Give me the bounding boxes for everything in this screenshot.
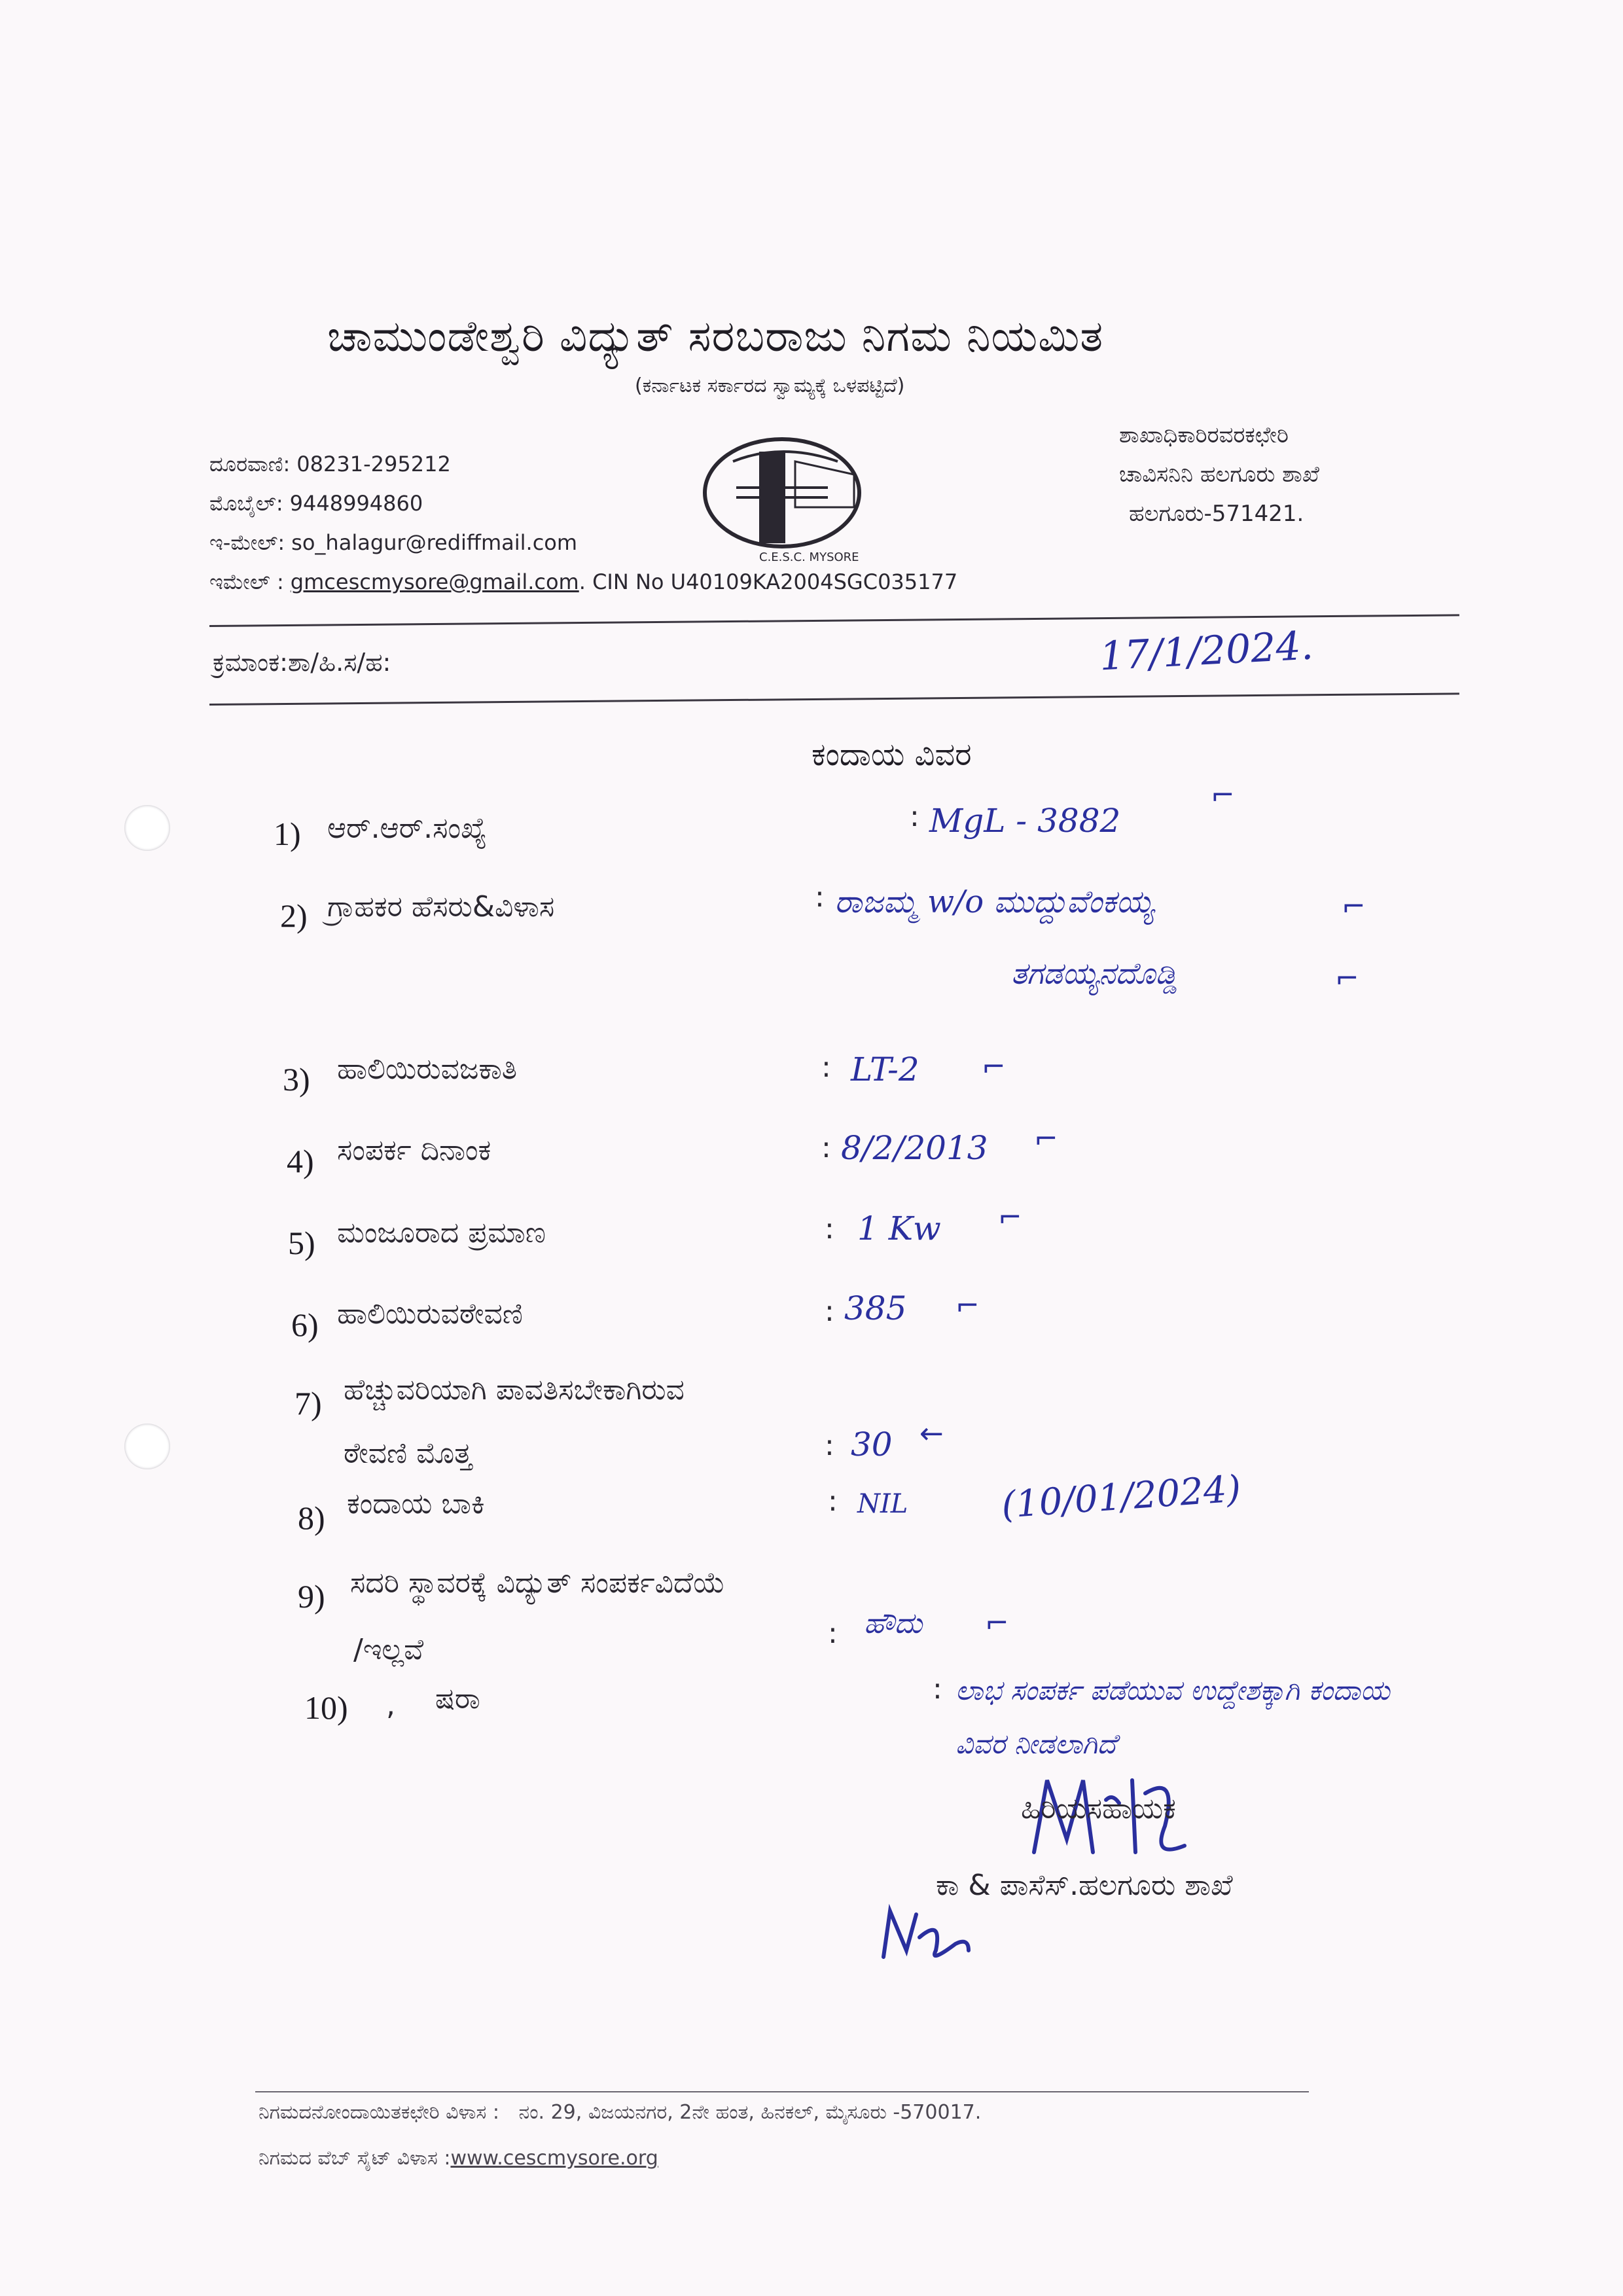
signatory-designation: ಹಿರಿಯಸಹಾಯಕ: [1021, 1792, 1176, 1825]
contact-phone: [209, 452, 451, 477]
item-1-number: 1): [274, 816, 301, 852]
item-7-value: 30: [851, 1426, 893, 1463]
contact-phone-value: 08231-295212: [296, 452, 451, 476]
contact-mobile-value: 9448994860: [289, 491, 423, 516]
contact-phone-label: ದೂರವಾಣಿ:: [209, 452, 291, 476]
cesc-logo: [697, 416, 893, 566]
item-9-label-line2: /ಇಲ್ಲವೆ: [353, 1633, 424, 1666]
item-1-label: ಆರ್.ಆರ್.ಸಂಖ್ಯೆ: [327, 812, 487, 845]
item-9-number: 9): [298, 1578, 325, 1615]
item-5-number: 5): [288, 1225, 315, 1261]
item-8-value-date: (10/01/2024): [1000, 1467, 1243, 1527]
item-3-number: 3): [283, 1061, 310, 1098]
footer-website-label: ನಿಗಮದ ವೆಬ್ ಸೈಟ್ ವಿಳಾಸ :: [259, 2147, 451, 2170]
contact-email2-value[interactable]: gmcescmysore@gmail.com: [290, 569, 579, 594]
item-3-colon: :: [821, 1050, 831, 1084]
footer-address-label: ನಿಗಮದನೋಂದಾಯಿತಕಛೇರಿ ವಿಳಾಸ :: [259, 2101, 499, 2124]
item-7-label: ಹೆಚ್ಚುವರಿಯಾಗಿ ಪಾವತಿಸಬೇಕಾಗಿರುವ: [344, 1373, 685, 1407]
org-title: ಚಾಮುಂಡೇಶ್ವರಿ ವಿದ್ಯುತ್ ಸರಬರಾಜು ನಿಗಮ ನಿಯಮಿತ: [327, 311, 1104, 361]
signatory-branch: ಕಾ & ಪಾಸೆಸ್.ಹಲಗೂರು ಶಾಖೆ: [936, 1869, 1233, 1902]
arrow-mark-icon: ←: [919, 1417, 944, 1450]
item-2-label: ಗ್ರಾಹಕರ ಹೆಸರು&ವಿಳಾಸ: [327, 890, 555, 924]
check-mark-icon: ⌐: [982, 1050, 1006, 1084]
reference-bottom-rule: [209, 692, 1459, 706]
item-4-colon: :: [821, 1131, 831, 1164]
contact-email: [209, 530, 577, 556]
item-7-number: 7): [294, 1385, 322, 1422]
check-mark-icon: ⌐: [998, 1201, 1022, 1234]
section-title: ಕಂದಾಯ ವಿವರ: [812, 736, 972, 773]
item-4-value: 8/2/2013: [841, 1129, 988, 1167]
punch-hole-top: [124, 805, 170, 851]
contact-email2-label: ಇಮೇಲ್ :: [209, 569, 284, 594]
item-7-colon: :: [825, 1429, 834, 1462]
contact-mobile: [209, 491, 423, 516]
item-8-value: NIL: [857, 1489, 908, 1519]
footer-website: [259, 2147, 658, 2170]
item-5-value: 1 Kw: [857, 1210, 941, 1247]
item-3-label: ಹಾಲಿಯಿರುವಜಕಾತಿ: [337, 1052, 518, 1086]
item-8-colon: :: [828, 1484, 838, 1518]
item-2-colon: :: [815, 880, 825, 914]
item-8-number: 8): [298, 1499, 325, 1536]
item-10-number: 10): [304, 1689, 348, 1726]
check-mark-icon: ⌐: [985, 1607, 1009, 1640]
check-mark-icon: ⌐: [955, 1289, 980, 1323]
item-6-label: ಹಾಲಿಯಿರುವಠೇವಣಿ: [337, 1297, 523, 1331]
office-line-3: ಹಲಗೂರು-571421.: [1129, 501, 1304, 527]
footer-address: [259, 2101, 981, 2124]
office-line-1: ಶಾಖಾಧಿಕಾರಿರವರಕಛೇರಿ: [1119, 422, 1289, 448]
item-6-value: 385: [844, 1289, 907, 1327]
reference-date: 17/1/2024.: [1098, 622, 1315, 680]
item-10-colon: :: [933, 1672, 942, 1706]
check-mark-icon: ⌐: [1211, 779, 1235, 812]
item-4-number: 4): [287, 1143, 314, 1179]
check-mark-icon: ⌐: [1034, 1122, 1058, 1156]
office-line-2: ಚಾವಿಸನಿನಿ ಹಲಗೂರು ಶಾಖೆ: [1119, 461, 1319, 488]
check-mark-icon: ⌐: [1335, 962, 1359, 996]
item-10-value: ಲಾಭ ಸಂಪರ್ಕ ಪಡೆಯುವ ಉದ್ದೇಶಕ್ಕಾಗಿ ಕಂದಾಯ: [955, 1674, 1390, 1706]
org-subtitle: (ಕರ್ನಾಟಕ ಸರ್ಕಾರದ ಸ್ವಾಮ್ಯಕ್ಕೆ ಒಳಪಟ್ಟಿದೆ): [635, 374, 905, 397]
item-2-value-line2: ತಗಡಯ್ಯನದೊಡ್ಡಿ: [1011, 956, 1178, 991]
item-2-value: ರಾಜಮ್ಮ w/o ಮುದ್ದುವೆಂಕಯ್ಯ: [834, 884, 1154, 920]
check-mark-icon: ⌐: [1342, 890, 1366, 924]
item-6-colon: :: [825, 1295, 834, 1328]
footer-address-value: ನಂ. 29, ವಿಜಯನಗರ, 2ನೇ ಹಂತ, ಹಿನಕಲ್, ಮೈಸೂರು -570017.: [518, 2101, 982, 2124]
contact-mobile-label: ಮೊಬೈಲ್:: [209, 491, 283, 516]
item-3-value: LT-2: [851, 1050, 919, 1088]
item-6-number: 6): [291, 1306, 319, 1343]
item-5-label: ಮಂಜೂರಾದ ಪ್ರಮಾಣ: [337, 1216, 546, 1249]
footer-website-link[interactable]: www.cescmysore.org: [450, 2147, 658, 2170]
item-7-label-line2: ಠೇವಣಿ ಮೊತ್ತ: [344, 1437, 473, 1470]
item-9-value: ಹೌದು: [864, 1607, 923, 1640]
item-10-dot: ,: [386, 1689, 395, 1722]
item-10-label: ಷರಾ: [435, 1682, 480, 1715]
item-5-colon: :: [825, 1212, 834, 1246]
contact-email-label: ಇ-ಮೇಲ್:: [209, 530, 285, 555]
punch-hole-bottom: [124, 1424, 170, 1469]
item-4-label: ಸಂಪರ್ಕ ದಿನಾಂಕ: [337, 1134, 491, 1167]
initials-signature: [870, 1898, 982, 1970]
contact-email2: [209, 569, 957, 595]
contact-email-value[interactable]: so_halagur@rediffmail.com: [291, 530, 578, 555]
item-9-colon: :: [828, 1617, 838, 1650]
item-1-colon: :: [910, 800, 919, 833]
cin-number: . CIN No U40109KA2004SGC035177: [579, 569, 958, 594]
item-8-label: ಕಂದಾಯ ಬಾಕಿ: [347, 1487, 485, 1520]
item-1-value: MgL - 3882: [929, 802, 1121, 840]
item-2-number: 2): [280, 897, 308, 934]
footer-rule: [255, 2091, 1309, 2092]
item-10-value-line2: ವಿವರ ನೀಡಲಾಗಿದೆ: [955, 1728, 1116, 1760]
reference-label: ಕ್ರಮಾಂಕ:ಶಾ/ಹಿ.ಸ/ಹ:: [213, 648, 391, 677]
item-9-label: ಸದರಿ ಸ್ಥಾವರಕ್ಕೆ ವಿದ್ಯುತ್ ಸಂಪರ್ಕವಿದೆಯೆ: [350, 1566, 726, 1600]
logo-text: C.E.S.C. MYSORE: [759, 550, 859, 564]
